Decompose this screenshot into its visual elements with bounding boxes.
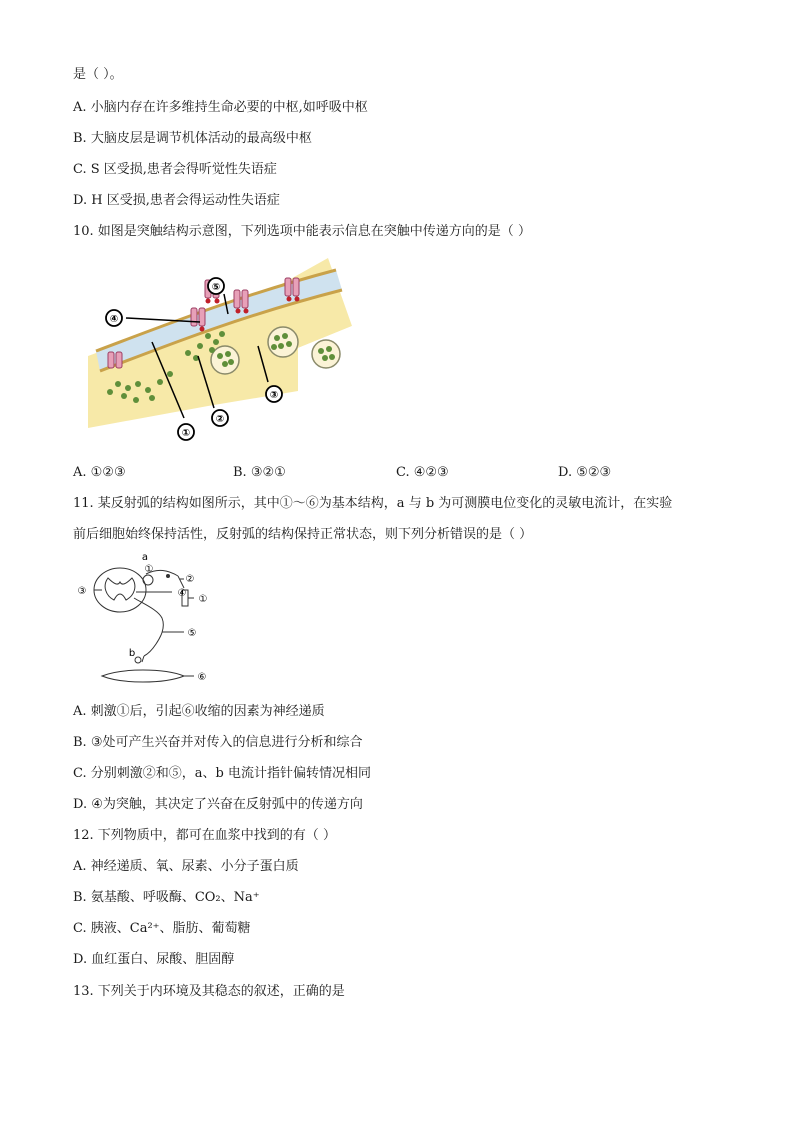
q12-option-c: C. 胰液、Ca²⁺、脂肪、葡萄糖 (73, 921, 251, 936)
q12-stem: 12. 下列物质中，都可在血浆中找到的有（ ） (73, 828, 336, 843)
q11-stem-line1: 11. 某反射弧的结构如图所示，其中①～⑥为基本结构，a 与 b 为可测膜电位变化的灵敏电流计，在实验 (73, 496, 673, 511)
q13-stem: 13. 下列关于内环境及其稳态的叙述，正确的是 (73, 984, 345, 999)
q9-option-c: C. S 区受损,患者会得听觉性失语症 (73, 162, 277, 177)
q11-option-c: C. 分别刺激②和⑤，a、b 电流计指针偏转情况相同 (73, 766, 371, 781)
synapse-label-1: ① (181, 428, 191, 439)
reflex-label-6: ⑥ (197, 672, 207, 683)
q10-stem: 10. 如图是突触结构示意图，下列选项中能表示信息在突触中传递方向的是（ ） (73, 224, 531, 239)
synapse-label-4: ④ (109, 314, 119, 325)
reflex-label-2: ② (185, 574, 195, 585)
q12-option-a: A. 神经递质、氧、尿素、小分子蛋白质 (73, 859, 299, 874)
q10-options (73, 464, 713, 482)
q10-option-c: C. ④②③ (396, 465, 449, 480)
q12-option-b: B. 氨基酸、呼吸酶、CO₂、Na⁺ (73, 890, 260, 905)
q11-option-b: B. ③处可产生兴奋并对传入的信息进行分析和综合 (73, 735, 363, 750)
reflex-label-1: ① (198, 594, 208, 605)
q9-option-b: B. 大脑皮层是调节机体活动的最高级中枢 (73, 131, 312, 146)
q11-option-a: A. 刺激①后，引起⑥收缩的因素为神经递质 (73, 704, 325, 719)
reflex-label-a: a (141, 552, 149, 563)
synapse-label-3: ③ (269, 390, 279, 401)
synapse-figure (88, 256, 358, 444)
reflex-label-3: ③ (77, 586, 87, 597)
q9-stem-tail: 是（ ）。 (73, 67, 123, 82)
q10-option-a: A. ①②③ (73, 465, 126, 480)
reflex-label-4: ④ (177, 588, 187, 599)
reflex-label-1-top: ① (144, 564, 154, 575)
reflex-label-b: b (128, 648, 136, 659)
q11-stem-line2: 前后细胞始终保持活性，反射弧的结构保持正常状态，则下列分析错误的是（ ） (73, 527, 533, 542)
q11-option-d: D. ④为突触，其决定了兴奋在反射弧中的传递方向 (73, 797, 363, 812)
q9-option-d: D. H 区受损,患者会得运动性失语症 (73, 193, 280, 208)
q9-option-a: A. 小脑内存在许多维持生命必要的中枢,如呼吸中枢 (73, 100, 368, 115)
synapse-label-2: ② (215, 414, 225, 425)
reflex-label-5: ⑤ (187, 628, 197, 639)
q12-option-d: D. 血红蛋白、尿酸、胆固醇 (73, 952, 235, 967)
reflex-arc-figure (72, 552, 222, 688)
synapse-label-5: ⑤ (211, 282, 221, 293)
q10-option-d: D. ⑤②③ (558, 465, 612, 480)
q10-option-b: B. ③②① (233, 465, 286, 480)
